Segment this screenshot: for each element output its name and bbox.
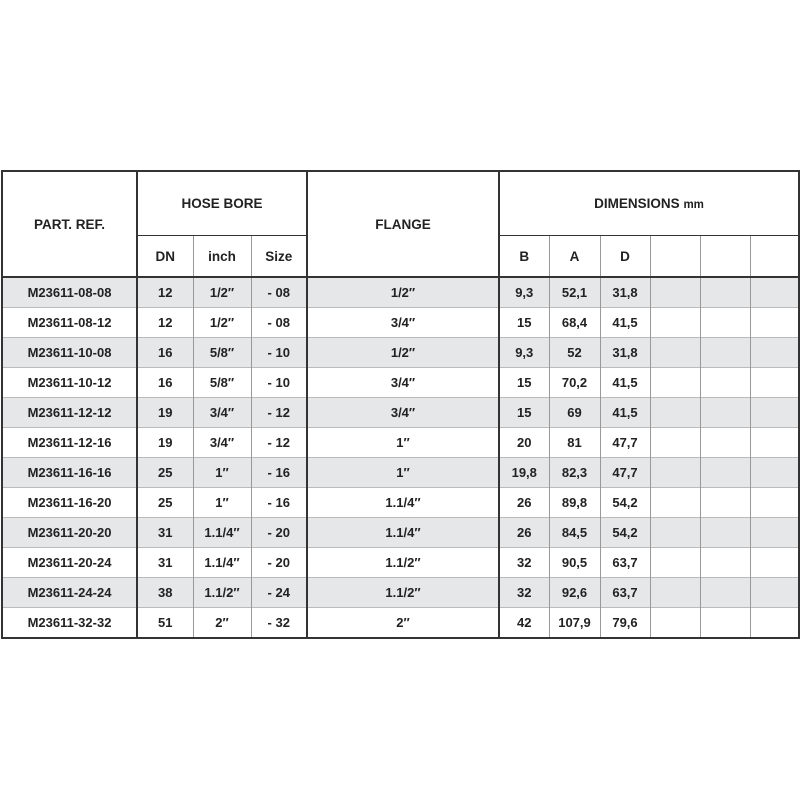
flange-cell: 1.1/4″ xyxy=(307,518,499,548)
table-row xyxy=(2,518,799,548)
a-cell: 52,1 xyxy=(549,277,600,308)
size-cell: - 10 xyxy=(251,338,307,368)
d-cell: 54,2 xyxy=(600,488,650,518)
a-cell: 107,9 xyxy=(549,608,600,639)
part-ref-cell: M23611-12-12 xyxy=(2,398,137,428)
part-ref-cell: M23611-10-12 xyxy=(2,368,137,398)
d-header: D xyxy=(600,236,650,278)
empty-cell xyxy=(650,428,700,458)
table-row xyxy=(2,488,799,518)
hose-bore-header: HOSE BORE xyxy=(137,171,307,236)
dn-cell: 16 xyxy=(137,338,193,368)
empty-cell xyxy=(700,548,750,578)
b-cell: 20 xyxy=(499,428,549,458)
table-row xyxy=(2,578,799,608)
inch-cell: 1.1/4″ xyxy=(193,518,251,548)
empty-header-2 xyxy=(700,236,750,278)
inch-cell: 1″ xyxy=(193,488,251,518)
empty-cell xyxy=(750,608,799,639)
empty-cell xyxy=(750,398,799,428)
size-header: Size xyxy=(251,236,307,278)
dn-cell: 51 xyxy=(137,608,193,639)
empty-cell xyxy=(750,518,799,548)
part-ref-cell: M23611-10-08 xyxy=(2,338,137,368)
flange-cell: 1.1/2″ xyxy=(307,548,499,578)
part-ref-cell: M23611-16-16 xyxy=(2,458,137,488)
dn-cell: 19 xyxy=(137,398,193,428)
flange-cell: 3/4″ xyxy=(307,368,499,398)
a-cell: 69 xyxy=(549,398,600,428)
spec-table xyxy=(1,170,800,639)
inch-cell: 1/2″ xyxy=(193,277,251,308)
b-cell: 42 xyxy=(499,608,549,639)
d-cell: 31,8 xyxy=(600,338,650,368)
empty-cell xyxy=(750,578,799,608)
inch-header: inch xyxy=(193,236,251,278)
d-cell: 31,8 xyxy=(600,277,650,308)
size-cell: - 16 xyxy=(251,458,307,488)
empty-cell xyxy=(700,488,750,518)
part-ref-cell: M23611-12-16 xyxy=(2,428,137,458)
flange-cell: 1″ xyxy=(307,458,499,488)
dn-cell: 38 xyxy=(137,578,193,608)
size-cell: - 16 xyxy=(251,488,307,518)
part-ref-cell: M23611-08-12 xyxy=(2,308,137,338)
inch-cell: 1.1/4″ xyxy=(193,548,251,578)
empty-cell xyxy=(750,488,799,518)
table-row xyxy=(2,548,799,578)
empty-cell xyxy=(750,548,799,578)
b-cell: 15 xyxy=(499,368,549,398)
dn-cell: 19 xyxy=(137,428,193,458)
flange-cell: 1/2″ xyxy=(307,338,499,368)
empty-cell xyxy=(750,308,799,338)
empty-cell xyxy=(650,548,700,578)
inch-cell: 5/8″ xyxy=(193,338,251,368)
inch-cell: 1.1/2″ xyxy=(193,578,251,608)
empty-cell xyxy=(700,277,750,308)
empty-cell xyxy=(700,338,750,368)
a-cell: 68,4 xyxy=(549,308,600,338)
size-cell: - 24 xyxy=(251,578,307,608)
empty-cell xyxy=(700,368,750,398)
b-cell: 9,3 xyxy=(499,277,549,308)
flange-cell: 1.1/2″ xyxy=(307,578,499,608)
empty-cell xyxy=(750,368,799,398)
a-cell: 52 xyxy=(549,338,600,368)
empty-cell xyxy=(650,368,700,398)
empty-cell xyxy=(750,428,799,458)
size-cell: - 20 xyxy=(251,548,307,578)
inch-cell: 1″ xyxy=(193,458,251,488)
d-cell: 41,5 xyxy=(600,368,650,398)
a-cell: 81 xyxy=(549,428,600,458)
d-cell: 47,7 xyxy=(600,428,650,458)
b-cell: 15 xyxy=(499,398,549,428)
a-cell: 89,8 xyxy=(549,488,600,518)
a-cell: 90,5 xyxy=(549,548,600,578)
part-ref-cell: M23611-20-20 xyxy=(2,518,137,548)
flange-cell: 2″ xyxy=(307,608,499,639)
dn-cell: 31 xyxy=(137,518,193,548)
size-cell: - 12 xyxy=(251,398,307,428)
table-row xyxy=(2,368,799,398)
size-cell: - 32 xyxy=(251,608,307,639)
flange-cell: 3/4″ xyxy=(307,398,499,428)
inch-cell: 5/8″ xyxy=(193,368,251,398)
dimensions-header xyxy=(499,171,799,236)
d-cell: 63,7 xyxy=(600,578,650,608)
dn-cell: 12 xyxy=(137,277,193,308)
inch-cell: 2″ xyxy=(193,608,251,639)
d-cell: 41,5 xyxy=(600,308,650,338)
empty-cell xyxy=(700,308,750,338)
table-body xyxy=(2,277,799,638)
table-row xyxy=(2,338,799,368)
size-cell: - 12 xyxy=(251,428,307,458)
empty-cell xyxy=(700,458,750,488)
empty-cell xyxy=(700,518,750,548)
empty-cell xyxy=(650,398,700,428)
b-cell: 32 xyxy=(499,578,549,608)
part-ref-cell: M23611-08-08 xyxy=(2,277,137,308)
flange-header: FLANGE xyxy=(307,171,499,277)
table-row xyxy=(2,608,799,639)
table-row xyxy=(2,458,799,488)
size-cell: - 08 xyxy=(251,277,307,308)
dn-cell: 16 xyxy=(137,368,193,398)
inch-cell: 1/2″ xyxy=(193,308,251,338)
b-cell: 9,3 xyxy=(499,338,549,368)
d-cell: 63,7 xyxy=(600,548,650,578)
b-cell: 26 xyxy=(499,488,549,518)
empty-cell xyxy=(700,398,750,428)
table-header xyxy=(2,171,799,277)
empty-cell xyxy=(650,578,700,608)
dimensions-unit: mm xyxy=(683,199,704,211)
size-cell: - 10 xyxy=(251,368,307,398)
dn-cell: 31 xyxy=(137,548,193,578)
a-header: A xyxy=(549,236,600,278)
d-cell: 41,5 xyxy=(600,398,650,428)
part-ref-header: PART. REF. xyxy=(2,171,137,277)
a-cell: 92,6 xyxy=(549,578,600,608)
part-ref-cell: M23611-24-24 xyxy=(2,578,137,608)
empty-cell xyxy=(700,608,750,639)
part-ref-cell: M23611-16-20 xyxy=(2,488,137,518)
a-cell: 84,5 xyxy=(549,518,600,548)
table-row xyxy=(2,277,799,308)
b-cell: 19,8 xyxy=(499,458,549,488)
size-cell: - 08 xyxy=(251,308,307,338)
empty-cell xyxy=(650,277,700,308)
empty-cell xyxy=(650,458,700,488)
empty-cell xyxy=(750,458,799,488)
empty-cell xyxy=(750,338,799,368)
dn-cell: 25 xyxy=(137,458,193,488)
table-row xyxy=(2,308,799,338)
dn-cell: 25 xyxy=(137,488,193,518)
d-cell: 47,7 xyxy=(600,458,650,488)
size-cell: - 20 xyxy=(251,518,307,548)
empty-cell xyxy=(650,518,700,548)
d-cell: 79,6 xyxy=(600,608,650,639)
flange-cell: 1″ xyxy=(307,428,499,458)
table-row xyxy=(2,398,799,428)
a-cell: 82,3 xyxy=(549,458,600,488)
flange-cell: 1/2″ xyxy=(307,277,499,308)
b-header: B xyxy=(499,236,549,278)
inch-cell: 3/4″ xyxy=(193,428,251,458)
empty-header-1 xyxy=(650,236,700,278)
b-cell: 26 xyxy=(499,518,549,548)
part-ref-cell: M23611-20-24 xyxy=(2,548,137,578)
b-cell: 15 xyxy=(499,308,549,338)
empty-cell xyxy=(650,488,700,518)
spec-table-container xyxy=(1,170,798,639)
empty-cell xyxy=(750,277,799,308)
empty-cell xyxy=(700,428,750,458)
table-row xyxy=(2,428,799,458)
empty-cell xyxy=(700,578,750,608)
dn-header: DN xyxy=(137,236,193,278)
empty-cell xyxy=(650,608,700,639)
flange-cell: 1.1/4″ xyxy=(307,488,499,518)
a-cell: 70,2 xyxy=(549,368,600,398)
empty-cell xyxy=(650,308,700,338)
dimensions-label: DIMENSIONS xyxy=(594,196,680,211)
inch-cell: 3/4″ xyxy=(193,398,251,428)
flange-cell: 3/4″ xyxy=(307,308,499,338)
dn-cell: 12 xyxy=(137,308,193,338)
part-ref-cell: M23611-32-32 xyxy=(2,608,137,639)
d-cell: 54,2 xyxy=(600,518,650,548)
empty-cell xyxy=(650,338,700,368)
empty-header-3 xyxy=(750,236,799,278)
b-cell: 32 xyxy=(499,548,549,578)
